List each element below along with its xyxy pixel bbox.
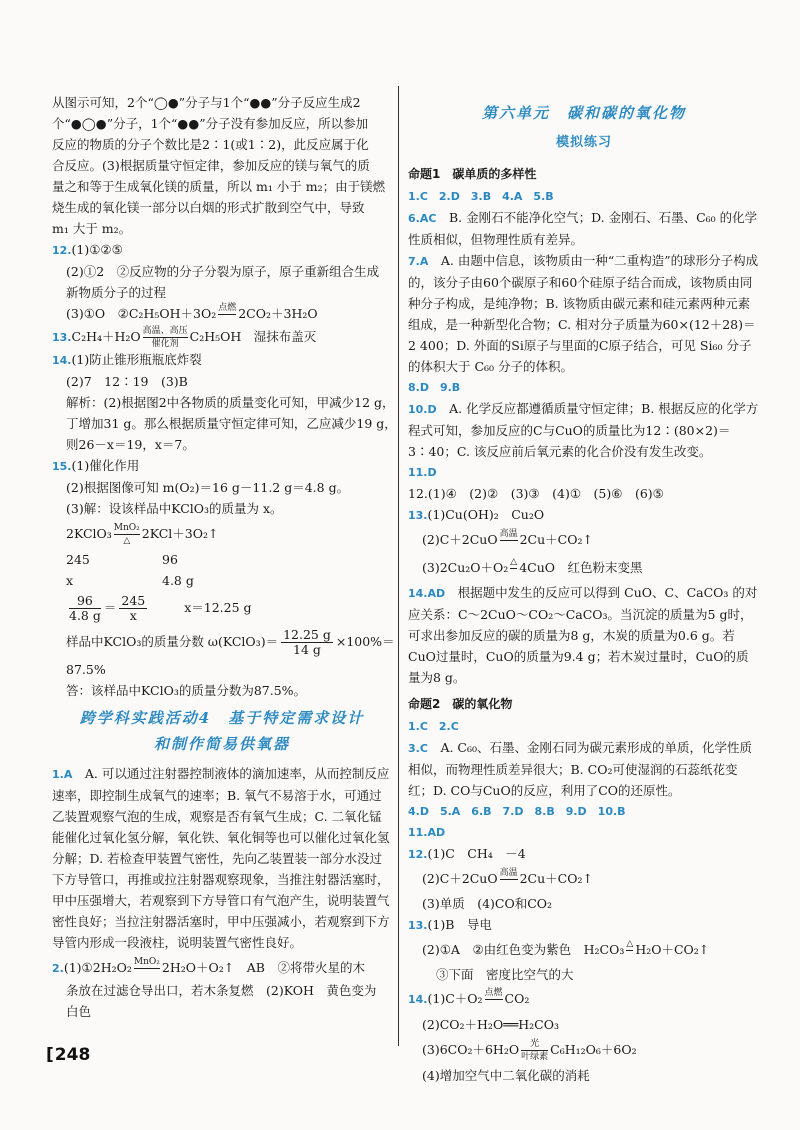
q12-number: 12. [52,244,72,257]
q12-line3: 新物质分子的过程 [66,285,167,300]
reaction-condition: △ [510,557,518,567]
intro-line: 烧生成的氧化镁一部分以白烟的形式扩散到空气中，导致 [52,200,365,215]
answer-t2-12-line1: 12.(1)C CH₄ －4 [408,846,526,861]
unit-title: 第六单元 碳和碳的氧化物 [481,104,686,122]
reaction-condition: 高温 [499,529,518,539]
column-divider [398,86,399,1046]
answer-13-line1: 13.(1)Cu(OH)₂ Cu₂O [408,507,545,522]
answers-t2-4-10: 4.D 5.A 6.B 7.D 8.B 9.D 10.B [408,805,626,818]
answer-12: 12.(1)④ (2)② (3)③ (4)① (5)⑥ (6)⑤ [408,486,664,501]
answer-10: 10.D A. 化学反应都遵循质量守恒定律；B. 根据反应的化学方程式可知，参加反应的C与CuO的质量比为12∶(80×2)＝3∶40；C. 该反应前后氧元素的化合价没有发生改变。 [408,401,759,459]
practice-title: 模拟练习 [555,135,612,150]
reaction-condition: 高温、高压 催化剂 [142,326,188,349]
activity-q2-line1: 2.(1)①2H₂O₂ MnO₂ 2H₂O＋O₂↑ AB ②将带火星的木 [52,957,392,980]
intro-line: 反应的物质的分子个数比是2∶1(或1∶2)，此反应属于化 [52,137,369,152]
answer-t2-3: 3.C A. C₆₀、石墨、金刚石同为碳元素形成的单质，化学性质相似，而物理性质差异很大；B. CO₂可使湿润的石蕊纸花变红；D. CO与CuO的反应，利用了CO的还原性。 [408,740,752,798]
answer-t2-14-equation: (3)6CO₂＋6H₂O 光 叶绿素 C₆H₁₂O₆＋6O₂ [422,1039,637,1062]
intro-line: 个“●◯●”分子，1个“●●”分子没有参加反应，所以参加 [52,116,369,131]
q15-number: 15. [52,460,72,473]
a1-number: 1. [52,768,64,781]
answer-13-equation: (2)C＋2CuO 高温 2Cu＋CO₂↑ [408,526,760,554]
intro-line: 合反应。(3)根据质量守恒定律，参加反应的镁与氧气的质 [52,158,370,173]
q13-number: 13. [52,331,72,344]
fraction: $\frac{96}{4.8 g}$ [69,593,101,623]
q14-analysis: 丁增加31 g。那么根据质量守恒定律可知，乙应减少19 g， [66,416,397,431]
reaction-condition: 光 叶绿素 [521,1039,549,1062]
a2-number: 2. [52,962,64,975]
q14-line1: 14.(1)防止锥形瓶瓶底炸裂 [52,352,202,367]
a1-answer: A [63,768,73,781]
answer-11: 11.D [408,466,437,479]
reaction-condition: MnO₂ △ [113,523,140,546]
q15-mass-row1: 245 96 [66,552,178,567]
reaction-condition: △ [626,939,634,949]
activity-title: 和制作简易供氧器 [153,735,290,753]
right-column [408,100,760,1086]
intro-line: m₁ 大于 m₂。 [52,221,132,236]
fraction: $\frac{12.25 g}{14 g}$ [283,627,331,657]
fraction: $\frac{245}{x}$ [121,593,146,623]
q15-result: 87.5% [66,662,106,677]
reaction-condition: 点燃 [484,988,503,998]
answer-t2-13-line3: ③下面 密度比空气的大 [436,967,574,982]
answer-14: 14.AD 根据题中发生的反应可以得到 CuO、C、CaCO₃ 的对应关系：C～2CuO～CO₂～CaCO₃。当沉淀的质量为5 g时，可求出参加反应的碳的质量为8 g，木炭的质量为0.6 g。若CuO过量时，CuO的质量为9.4 g；若木炭过量时，CuO的质量为8 g。 [408,585,758,685]
q15-answer: 答：该样品中KClO₃的质量分数为87.5%。 [66,683,307,698]
intro-line: 量之和等于生成氧化镁的质量，所以 m₁ 小于 m₂；由于镁燃 [52,179,386,194]
q14-analysis: 解析：(2)根据图2中各物质的质量变化可知，甲减少12 g， [66,395,395,410]
answer-t2-11: 11.AD [408,826,446,839]
intro-line: 从图示可知，2个“◯●”分子与1个“●●”分子反应生成2 [52,95,361,110]
left-column [52,92,397,1022]
q14-analysis: 则26－x＝19，x＝7。 [66,437,195,452]
answer-t2-12-equation: (2)C＋2CuO 高温 2Cu＋CO₂↑ [408,865,760,893]
q15-line3: (3)解：设该样品中KClO₃的质量为 x。 [66,501,283,516]
q12-equation: (3)①O ②C₂H₅OH＋3O₂ 点燃 2CO₂＋3H₂O [52,303,392,326]
activity-q2-line3: 白色 [66,1004,92,1019]
q15-proportion: $\frac{96}{4.8 g}$ ＝ $\frac{245}{x}$ x＝12.25 g [69,593,252,623]
answer-t2-14-line4: (4)增加空气中二氧化碳的消耗 [422,1068,590,1083]
topic-1-heading: 命题1 碳单质的多样性 [408,167,537,181]
q15-line2: (2)根据图像可知 m(O₂)＝16 g－11.2 g＝4.8 g。 [66,480,350,495]
q15-mass-row2: x 4.8 g [66,573,194,588]
q12-line2: (2)①2 ②反应物的分子分裂为原子，原子重新组合生成 [66,264,380,279]
reaction-condition: 点燃 [218,303,237,313]
answer-t2-14-line2: (2)CO₂＋H₂O══H₂CO₃ [422,1017,559,1032]
answers-t2-1-2: 1.C 2.C [408,720,459,733]
answer-t2-13-equation: (2)①A ②由红色变为紫色 H₂CO₃ △ H₂O＋CO₂↑ [408,936,760,964]
q15-line1: 15.(1)催化作用 [52,458,140,473]
answer-t2-14-line1: 14.(1)C＋O₂ 点燃 CO₂ [408,985,760,1014]
activity-q1: 1.A A. 可以通过注射器控制液体的滴加速率，从而控制反应速率，即控制生成氧气的速率；B. 氧气不易溶于水，可通过乙装置观察气泡的生成，观察是否有氧气生成；C. 二氧化锰能催化过氧化氢分解，氧化铁、氧化铜等也可以催化过氧化氢分解；D. 若检查甲装置气密性，先向乙装置装一部分水没过下方导管口，再推或拉注射器观察现象，当推注射器活塞时，甲中压强增大，若观察到下方导管口有气泡产生，说明装置气密性良好；当拉注射器活塞时，甲中压强减小，若观察到下方导管内形成一段液柱，说明装置气密性良好。 [52,766,390,950]
page-number: [ 248 [46,1045,90,1065]
answer-7: 7.A A. 由题中信息，该物质由一种“二重构造”的球形分子构成的，该分子由60个碳原子和60个硅原子结合而成，该物质由同种分子构成，是纯净物；B. 该物质由碳元素和硅元素两种元素组成，是一种新型化合物；C. 相对分子质量为60×(12＋28)＝2 400；D. 外面的Si原子与里面的C原子结合，可见 Si₆₀ 分子的体积大于 C₆₀ 分子的体积。 [408,253,759,374]
activity-q2-line2: 条放在过滤仓导出口，若木条复燃 (2)KOH 黄色变为 [66,983,377,998]
q12-line1: 12.(1)①②⑤ [52,242,123,257]
answers-8-9: 8.D 9.B [408,381,461,394]
reaction-condition: 高温 [499,868,518,878]
answer-13-equation: (3)2Cu₂O＋O₂ △ 4CuO 红色粉末变黑 [408,554,760,582]
q15-mass-fraction: 样品中KClO₃的质量分数 ω(KClO₃)＝ $\frac{12.25 g}{14 g}$ ×100%＝ [66,627,395,657]
q15-equation: 2KClO₃ MnO₂ △ 2KCl＋3O₂↑ [66,523,219,546]
q14-number: 14. [52,354,72,367]
answers-1-5: 1.C 2.D 3.B 4.A 5.B [408,190,554,203]
activity-title: 跨学科实践活动4 基于特定需求设计 [79,709,365,727]
answer-t2-13-line1: 13.(1)B 导电 [408,917,492,932]
q13-equation: 13.C₂H₄＋H₂O 高温、高压 催化剂 C₂H₅OH 湿抹布盖灭 [52,326,317,349]
reaction-condition: MnO₂ [133,957,160,967]
answer-6: 6.AC B. 金刚石不能净化空气；D. 金刚石、石墨、C₆₀ 的化学性质相似，但物理性质有差异。 [408,210,758,247]
topic-2-heading: 命题2 碳的氧化物 [408,697,513,711]
q14-line2: (2)7 12∶19 (3)B [66,374,188,389]
answer-t2-12-line3: (3)单质 (4)CO和CO₂ [422,896,553,911]
